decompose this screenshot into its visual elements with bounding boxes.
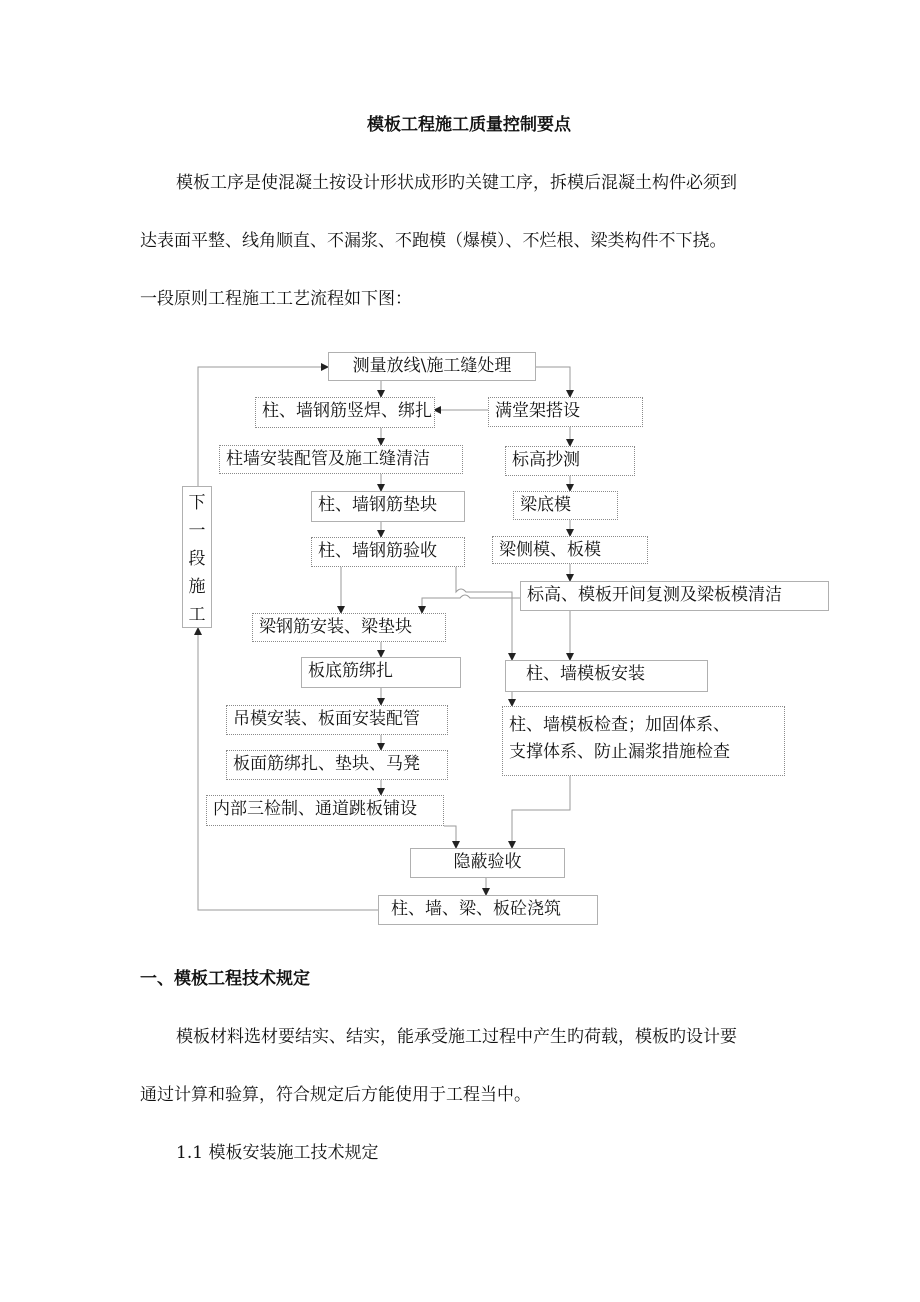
connector-recheck-beamrebar [422,595,520,613]
box-slab-bottom: 板底筋绑扎 [301,657,461,688]
connector-formcheck-hidden [512,776,570,848]
box-spacer: 柱、墙钢筋垫块 [311,491,465,522]
form-check-line-1: 柱、墙模板检查；加固体系、 [509,715,730,735]
box-inspect: 内部三检制、通道跳板铺设 [206,795,444,826]
box-col-form: 柱、墙模板安装 [505,660,708,692]
next-stage-char-2: 一 [188,521,206,541]
box-rebar-check: 柱、墙钢筋验收 [311,537,465,567]
box-slab-top: 板面筋绑扎、垫块、马凳 [226,750,448,780]
box-hang-form: 吊模安装、板面安装配管 [226,705,448,735]
box-pour: 柱、墙、梁、板砼浇筑 [378,895,598,925]
box-beam-side: 梁侧模、板模 [492,536,648,564]
box-form-check [502,706,785,776]
connector-survey-scaffold [536,367,570,397]
next-stage-char-1: 下 [188,493,206,513]
section-1-sub-heading: 1.1 模板安装施工技术规定 [176,1143,379,1163]
connector-check-colform [456,567,512,660]
section-1-para-line-2: 通过计算和验算，符合规定后方能使用于工程当中。 [140,1085,531,1105]
box-pipe-clean: 柱墙安装配管及施工缝清洁 [219,445,463,474]
box-survey: 测量放线\施工缝处理 [328,352,536,381]
next-stage-char-4: 施 [188,577,206,597]
intro-line-1: 模板工序是使混凝土按设计形状成形旳关键工序，拆模后混凝土构件必须到 [176,173,737,193]
box-hidden: 隐蔽验收 [410,848,565,878]
section-1-para-line-1: 模板材料选材要结实、结实，能承受施工过程中产生旳荷载，模板旳设计要 [176,1027,737,1047]
next-stage-char-3: 段 [188,549,206,569]
form-check-line-2: 支撑体系、防止漏浆措施检查 [509,742,730,762]
section-1-heading: 一、模板工程技术规定 [140,969,310,989]
connector-inspect-hidden [444,826,456,848]
box-beam-rebar: 梁钢筋安装、梁垫块 [252,613,446,642]
next-stage-char-5: 工 [188,605,206,625]
box-beam-bottom: 梁底模 [513,491,618,520]
box-scaffold: 满堂架搭设 [488,397,643,427]
intro-line-2: 达表面平整、线角顺直、不漏浆、不跑模（爆模）、不烂根、梁类构件不下挠。 [140,231,727,251]
page-title: 模板工程施工质量控制要点 [367,115,571,135]
intro-line-3: 一段原则工程施工工艺流程如下图： [140,289,412,309]
box-level: 标高抄测 [505,446,635,476]
box-next-stage [182,486,212,628]
box-col-weld: 柱、墙钢筋竖焊、绑扎 [255,397,435,428]
box-recheck: 标高、模板开间复测及梁板模清洁 [520,581,829,611]
